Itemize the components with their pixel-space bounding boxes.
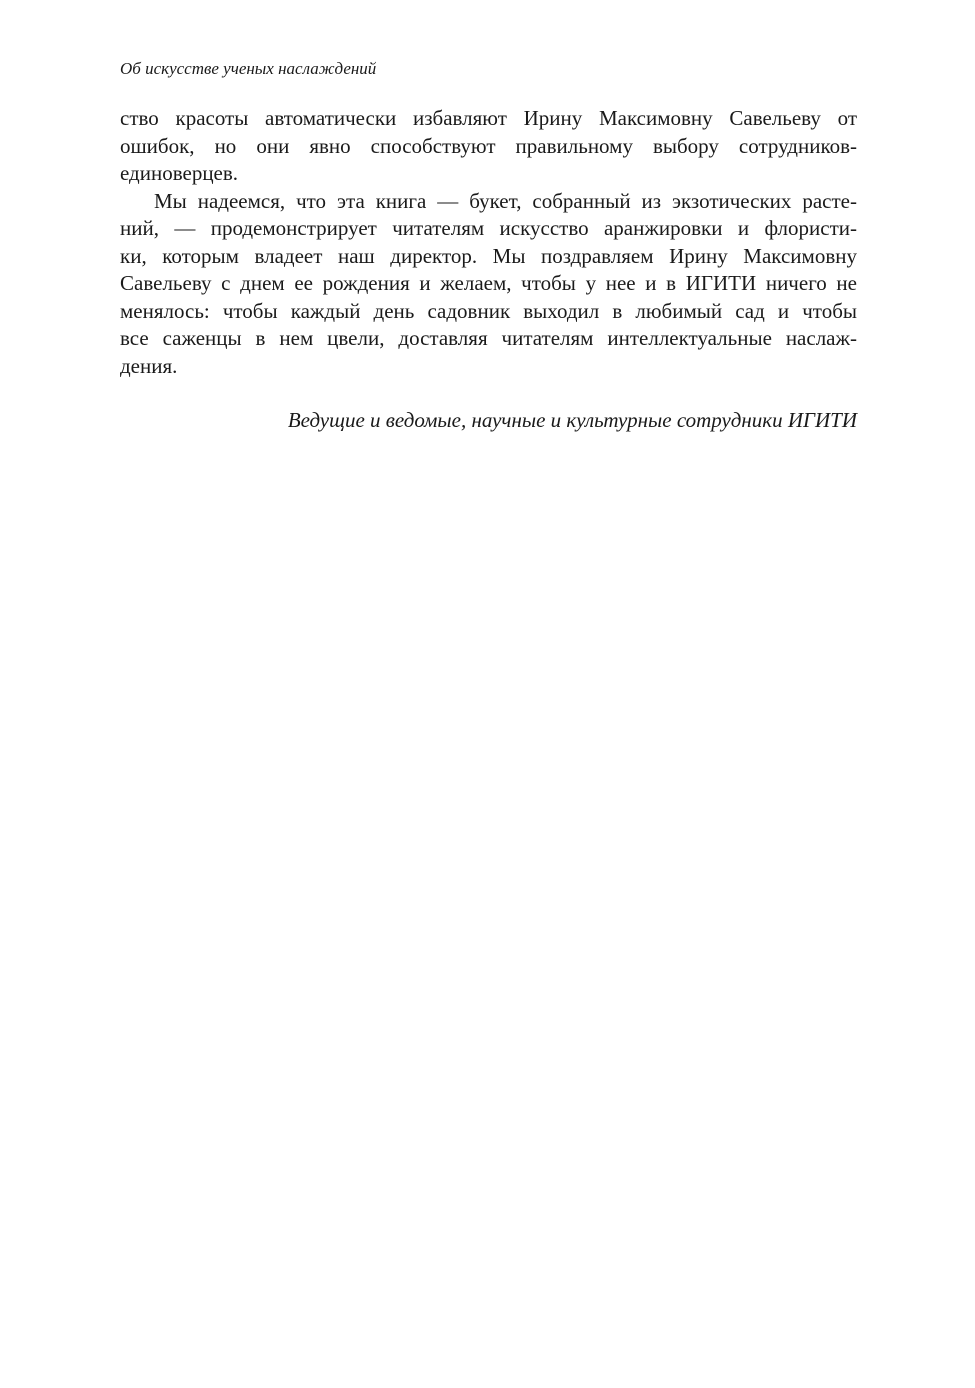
text-line: ки, которым владеет наш директор. Мы поздравляем Ирину Максимовну	[120, 243, 857, 268]
text-line: все саженцы в нем цвели, доставляя читателям интеллектуальные наслаж-	[120, 326, 857, 350]
text-line: ошибок, но они явно способствуют правильному выбору сотрудников-	[120, 133, 857, 158]
signature: Ведущие и ведомые, научные и культурные сотрудники ИГИТИ	[287, 408, 857, 432]
paragraph	[120, 105, 857, 188]
text-line: ство красоты автоматически избавляют Ирину Максимовну Савельеву от	[120, 106, 857, 130]
body-text	[120, 105, 857, 380]
book-page	[120, 0, 857, 1388]
text-line: единоверцев.	[120, 161, 239, 185]
text-line: менялось: чтобы каждый день садовник выходил в любимый сад и чтобы	[120, 298, 857, 323]
text-line: Мы надеемся, что эта книга — букет, собранный из экзотических расте-	[154, 188, 857, 213]
text-line: ний, — продемонстрирует читателям искусство аранжировки и флористи-	[120, 216, 857, 240]
text-line: дения.	[120, 353, 178, 378]
text-line: Савельеву с днем ее рождения и желаем, чтобы у нее и в ИГИТИ ничего не	[120, 271, 857, 295]
paragraph	[120, 188, 857, 381]
running-head: Об искусстве ученых наслаждений	[120, 59, 377, 78]
